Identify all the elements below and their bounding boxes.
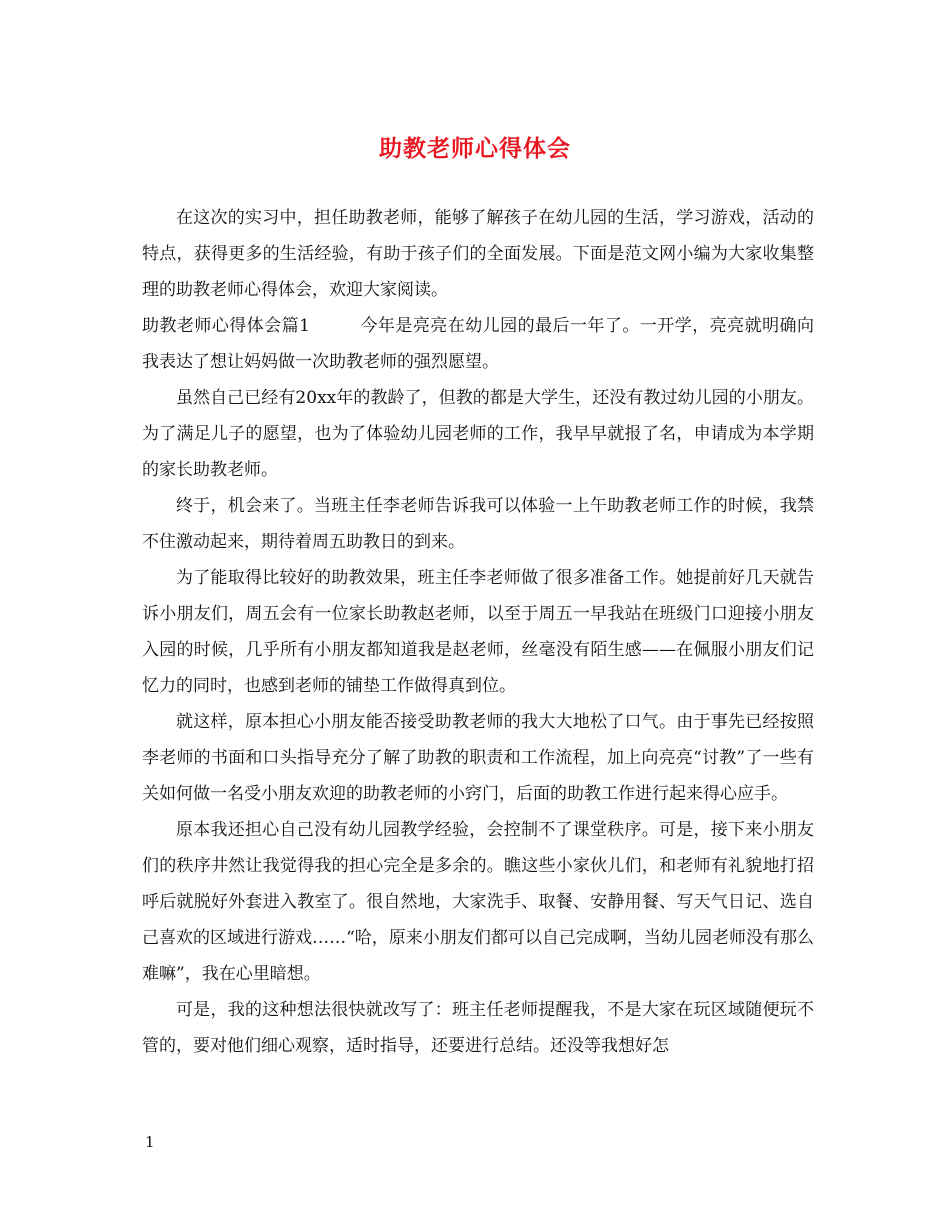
paragraph-6: 原本我还担心自己没有幼儿园教学经验，会控制不了课堂秩序。可是，接下来小朋友们的秩序井然让我觉得我的担心完全是多余的。瞧这些小家伙儿们，和老师有礼貌地打招呼后就脱好外套进入教室了。很自然地，大家洗手、取餐、安静用餐、写天气日记、选自己喜欢的区域进行游戏……“哈，原来小朋友们都可以自己完成啊，当幼儿园老师没有那么难嘛”，我在心里暗想。	[142, 820, 814, 984]
paragraph-7: 可是，我的这种想法很快就改写了：班主任老师提醒我，不是大家在玩区域随便玩不管的，要对他们细心观察，适时指导，还要进行总结。还没等我想好怎	[142, 1000, 814, 1056]
section-text: 今年是亮亮在幼儿园的最后一年了。一开学，亮亮就明确向我表达了想让妈妈做一次助教老师的强烈愿望。	[142, 316, 814, 372]
page-number: 1	[145, 1133, 155, 1151]
section-heading: 助教老师心得体会篇1	[142, 316, 310, 336]
document-body	[142, 200, 814, 1064]
paragraph-3: 终于，机会来了。当班主任李老师告诉我可以体验一上午助教老师工作的时候，我禁不住激动起来，期待着周五助教日的到来。	[142, 496, 814, 552]
document-title: 助教老师心得体会	[379, 135, 571, 162]
section-paragraph	[142, 308, 814, 380]
paragraph-intro: 在这次的实习中，担任助教老师，能够了解孩子在幼儿园的生活，学习游戏，活动的特点，获得更多的生活经验，有助于孩子们的全面发展。下面是范文网小编为大家收集整理的助教老师心得体会，欢迎大家阅读。	[142, 208, 814, 300]
paragraph-4: 为了能取得比较好的助教效果，班主任李老师做了很多准备工作。她提前好几天就告诉小朋友们，周五会有一位家长助教赵老师，以至于周五一早我站在班级门口迎接小朋友入园的时候，几乎所有小朋友都知道我是赵老师，丝毫没有陌生感——在佩服小朋友们记忆力的同时，也感到老师的铺垫工作做得真到位。	[142, 568, 814, 696]
paragraph-2: 虽然自己已经有20xx年的教龄了，但教的都是大学生，还没有教过幼儿园的小朋友。为了满足儿子的愿望，也为了体验幼儿园老师的工作，我早早就报了名，申请成为本学期的家长助教老师。	[142, 388, 814, 480]
paragraph-5: 就这样，原本担心小朋友能否接受助教老师的我大大地松了口气。由于事先已经按照李老师的书面和口头指导充分了解了助教的职责和工作流程，加上向亮亮“讨教”了一些有关如何做一名受小朋友欢迎的助教老师的小窍门，后面的助教工作进行起来得心应手。	[142, 712, 814, 804]
